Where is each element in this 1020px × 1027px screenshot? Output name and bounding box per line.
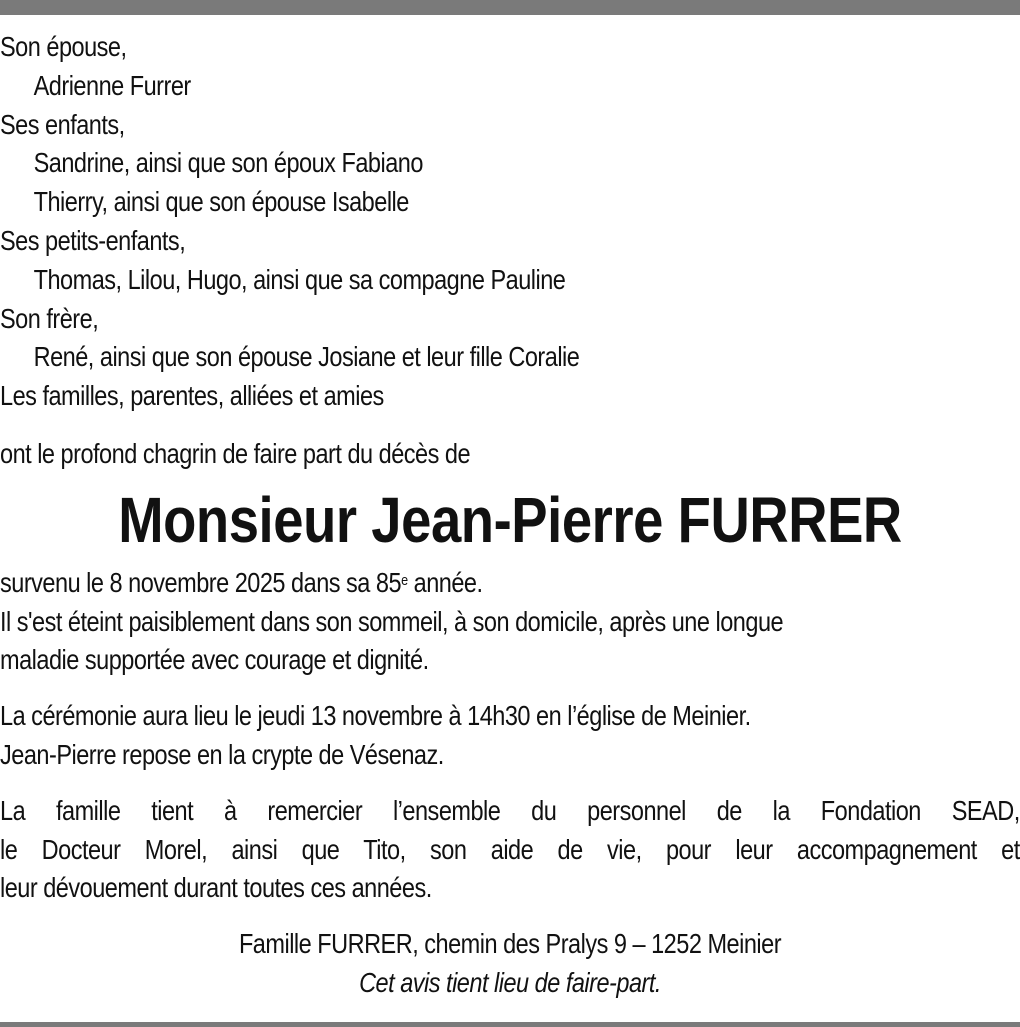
- child-sandrine: Sandrine, ainsi que son époux Fabiano: [33, 147, 423, 179]
- extended-family: Les familles, parentes, alliées et amies: [0, 380, 384, 412]
- brother-name: René, ainsi que son épouse Josiane et leur fille Coralie: [33, 341, 580, 373]
- brother-heading: Son frère,: [0, 302, 99, 334]
- announcement-intro: ont le profond chagrin de faire part du décès de: [0, 437, 471, 469]
- death-date-suffix: année.: [407, 566, 483, 598]
- grandchildren-names: Thomas, Lilou, Hugo, ainsi que sa compagne Pauline: [33, 263, 566, 295]
- death-date: [0, 564, 857, 603]
- circumstances-line-1: Il s'est éteint paisiblement dans son sommeil, à son domicile, après une longue: [0, 605, 784, 637]
- death-date-superscript: e: [401, 571, 408, 589]
- death-date-prefix: survenu le 8 novembre 2025 dans sa 85: [0, 566, 402, 598]
- grandchildren-heading: Ses petits-enfants,: [0, 224, 186, 256]
- death-details: [0, 564, 1020, 680]
- bottom-rule: [0, 1022, 1020, 1027]
- obituary-notice: [0, 28, 1020, 1003]
- thanks-line-1: La famille tient à remercier l’ensemble du personnel de la Fondation SEAD,: [0, 794, 1020, 826]
- spouse-name: Adrienne Furrer: [33, 69, 191, 101]
- ceremony-line-1: La cérémonie aura lieu le jeudi 13 novembre à 14h30 en l’église de Meinier.: [0, 700, 751, 732]
- family-address: Famille FURRER, chemin des Pralys 9 – 1252 Meinier: [238, 928, 782, 960]
- notice-footer: [0, 925, 1020, 1003]
- thanks-paragraph: [0, 792, 1020, 908]
- ceremony-info: [0, 697, 1020, 775]
- thanks-line-3: leur dévouement durant toutes ces années.: [0, 872, 432, 904]
- deceased-name: Monsieur Jean-Pierre FURRER: [118, 483, 902, 556]
- circumstances-line-2: maladie supportée avec courage et dignité.: [0, 644, 429, 676]
- children-heading: Ses enfants,: [0, 108, 125, 140]
- thanks-text: [0, 792, 1020, 908]
- family-list: [0, 28, 1020, 416]
- thanks-line-2: le Docteur Morel, ainsi que Tito, son aide de vie, pour leur accompagnement et: [0, 833, 1020, 865]
- spouse-heading: Son épouse,: [0, 31, 127, 62]
- top-rule: [0, 0, 1020, 15]
- child-thierry: Thierry, ainsi que son épouse Isabelle: [33, 186, 409, 218]
- ceremony-line-2: Jean-Pierre repose en la crypte de Vésenaz.: [0, 738, 444, 770]
- notice-note: Cet avis tient lieu de faire-part.: [359, 966, 661, 998]
